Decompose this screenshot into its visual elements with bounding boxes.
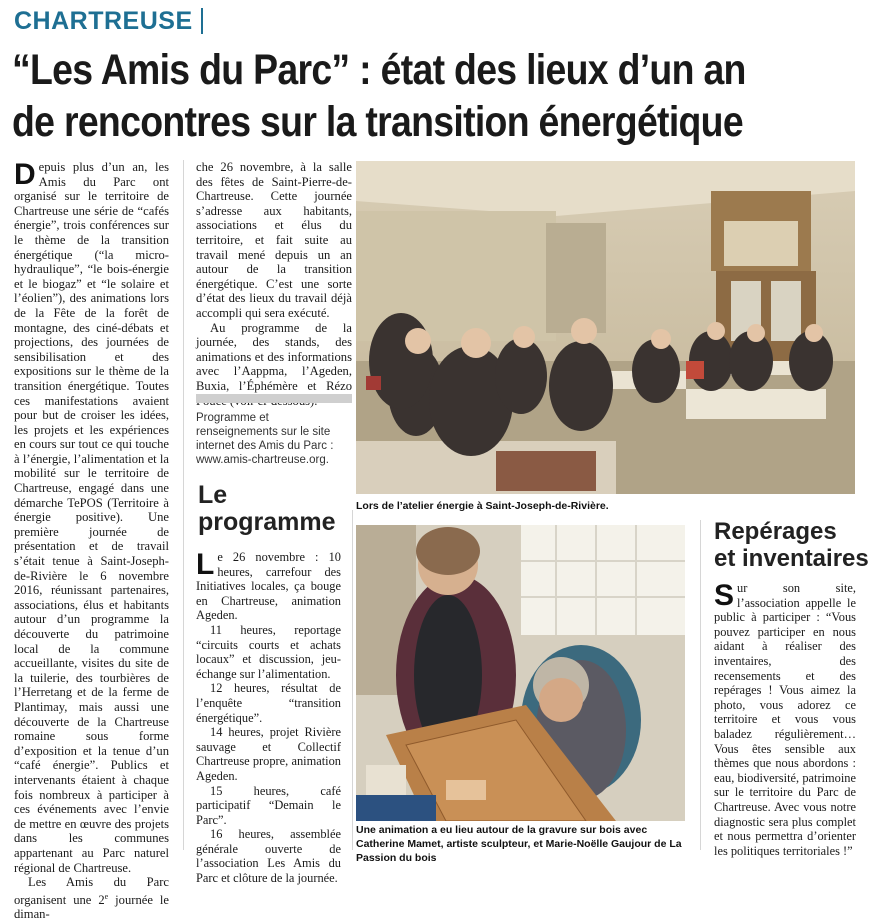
- photo-workshop-image: [356, 161, 855, 494]
- col1-dropcap: D: [14, 158, 36, 191]
- programme-item: 12 heures, résultat de l’enquête “transition énergétique”.: [196, 681, 341, 725]
- col1-text-1: epuis plus d’un an, les Amis du Parc ont organisé sur le territoire de Chartreuse une série de “cafés énergie”, trois conférences sur le thème de la transition énergétique (“la micro-hydraulique”, “le bois-énergie et le biogaz” et “le solaire et l’éolien”), des animations lors de la Fête de la forêt de montagne, des ciné-débats et projections, des journées de sensibilisation et des expositions sur le thème de la transition énergétique. Toutes ces manifestations avaient pour but de croiser les idées, les projets et les expériences en cours sur tout ce qui touche à l’énergie, l’alimentation et la mobilité sur le territoire de Chartreuse, engagé dans une démarche TePOS (Territoire à énergie positive). Une première journée de présentation et de travail s’était tenue à Saint-Joseph-de-Rivière le 6 novembre 2016, réunissant partenaires, associations, élus et habitants autour d’un programme la découverte du patrimoine local de la commune accueillante, visites du site de la tuilerie, des tourbières de l’Herretang et de la ferme de Plantimay, mais aussi une découverte de la Chartreuse romaine sous forme d’exposition et la tenue d’un “café énergie”. Publics et intervenants étaient à chaque fois nombreux à participer à ces événements avec l’envie de mettre en œuvre des projets dans les communes appartenant au Parc naturel régional de Chartreuse.: [14, 160, 169, 875]
- photo-woodcarving-caption: Une animation a eu lieu autour de la gravure sur bois avec Catherine Mamet, artiste sculpteur, et Marie-Noëlle Gaujour de La Passion du bois: [356, 824, 682, 864]
- col2-paragraph-2: Au programme de la journée, des stands, des animations et des informations avec l’Aappma, l’Ageden, Buxia, l’Éphémère et Rézo Pouce (voir ci-dessous).: [196, 320, 352, 408]
- col1-paragraph-1: [14, 160, 169, 875]
- programme-title-line-1: Le: [198, 481, 228, 509]
- col2-paragraph-1: che 26 novembre, à la salle des fêtes de Saint-Pierre-de-Chartreuse. Cette journée s’adresse aux habitants, associations et élus du territoire, et fait suite au travail mené depuis un an autour de la transition énergétique. C’est une sorte d’état des lieux du travail déjà accompli qui sera exécuté.: [196, 160, 352, 320]
- article-column-2: [196, 160, 352, 408]
- photo-woodcarving-image: [356, 525, 685, 821]
- col1-sup: e: [104, 891, 109, 901]
- col1-paragraph-2: [14, 875, 169, 922]
- programme-item: 14 heures, projet Rivière sauvage et Collectif Chartreuse propre, animation Ageden.: [196, 725, 341, 783]
- reperages-text: [714, 581, 856, 858]
- headline-line-2: de rencontres sur la transition énergétique: [12, 98, 743, 146]
- programme-item: 11 heures, reportage “circuits courts et achats locaux” et discussion, jeu-échange sur l’alimentation.: [196, 622, 341, 681]
- reperages-title-line-2: et inventaires: [714, 545, 869, 572]
- headline-line-1: “Les Amis du Parc” : état des lieux d’un an: [12, 46, 746, 94]
- article-headline: [12, 44, 765, 148]
- rubric-divider: [201, 8, 203, 34]
- photo-workshop-caption: Lors de l’atelier énergie à Saint-Joseph-de-Rivière.: [356, 500, 609, 512]
- article-column-1: [14, 160, 169, 922]
- column-rule-1: [183, 160, 184, 850]
- photo-woodcarving: [356, 525, 685, 821]
- section-rubric: [14, 6, 203, 36]
- reperages-paragraph-text: ur son site, l’association appelle le public à participer : “Vous pouvez participer en nous aidant à réaliser des inventaires, des recensements et des repérages ! Vous aimez la photo, vous adorez ce territoire et vous vous baladez régulièrement… Vous êtes sensible aux thèmes que nous abordons : eau, biodiversité, patrimoine sur le territoire du Parc de Chartreuse. Avec vous notre diagnostic sera plus complet et nous permettra d’orienter les politiques territoriales !”: [714, 581, 856, 858]
- programme-dropcap: L: [196, 548, 215, 581]
- column-rule-3: [700, 520, 701, 850]
- programme-item: [196, 550, 341, 623]
- reperages-title-line-1: Repérages: [714, 518, 837, 545]
- photo-workshop-meeting: [356, 161, 855, 494]
- col1-text-2b: journée le diman-: [14, 892, 169, 922]
- programme-item: 16 heures, assemblée générale ouverte de l’association Les Amis du Parc et clôture de la journée.: [196, 827, 341, 886]
- reperages-paragraph: [714, 581, 856, 858]
- column-rule-2: [352, 510, 353, 850]
- programme-title: [198, 482, 336, 536]
- programme-list: [196, 550, 341, 886]
- programme-item: 15 heures, café participatif “Demain le Parc”.: [196, 783, 341, 827]
- reperages-title: [714, 518, 869, 572]
- programme-title-line-2: programme: [198, 508, 336, 536]
- programme-item-text: e 26 novembre : 10 heures, carrefour des Initiatives locales, ça bouge en Chartreuse, animation Ageden.: [196, 550, 341, 623]
- rubric-label: CHARTREUSE: [14, 6, 193, 35]
- info-box: Programme et renseignements sur le site internet des Amis du Parc : www.amis-chartreuse.org.: [196, 394, 352, 467]
- reperages-dropcap: S: [714, 579, 735, 612]
- col1-text-2a: Les Amis du Parc organisent une 2: [14, 875, 169, 907]
